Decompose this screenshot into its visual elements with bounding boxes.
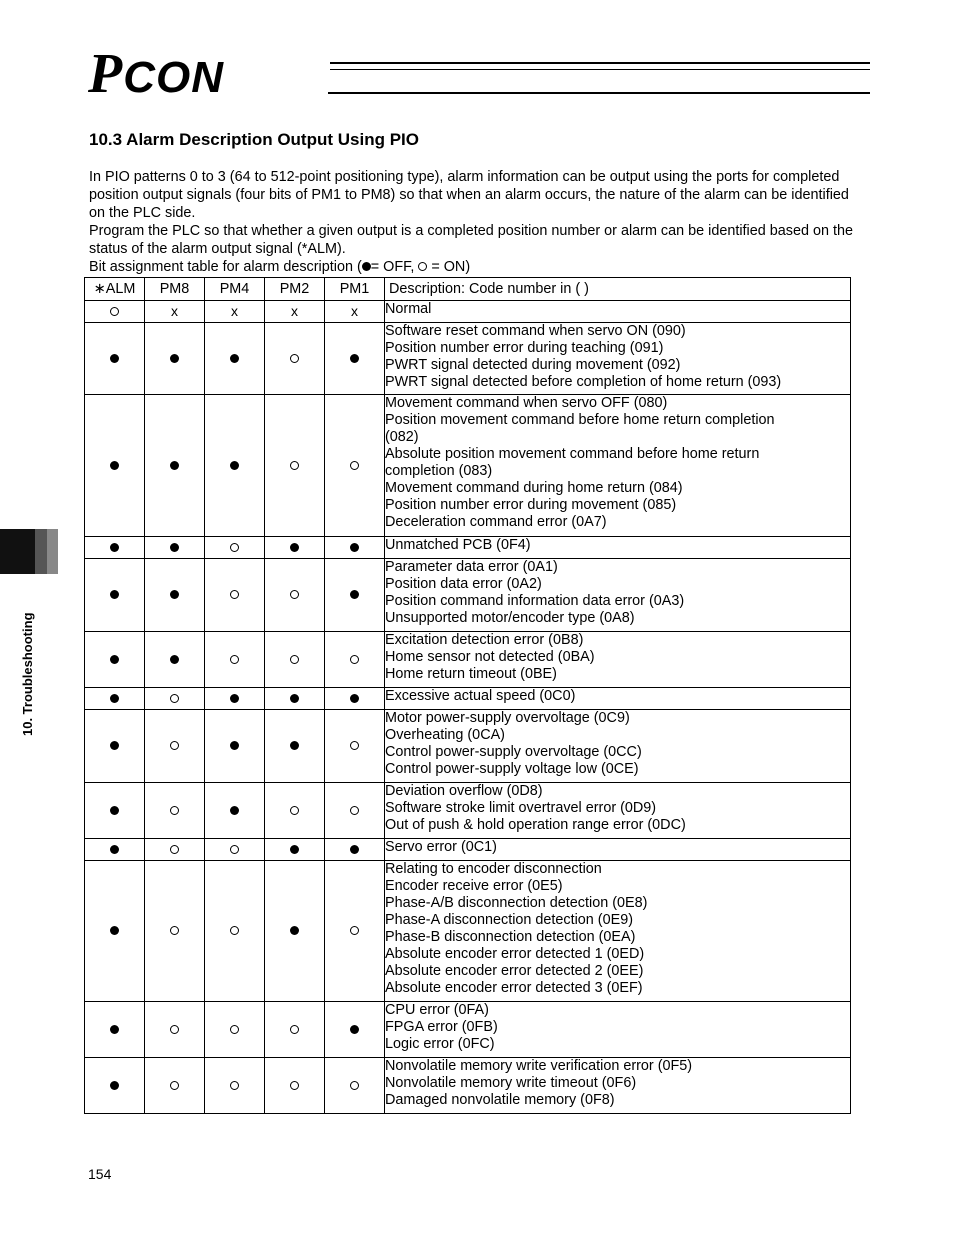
alarm-bit-table	[84, 277, 851, 1114]
description-line: Home sensor not detected (0BA)	[385, 649, 595, 665]
chapter-side-label-text: 10. Troubleshooting	[20, 612, 35, 736]
description-line: Out of push & hold operation range error (0DC)	[385, 817, 686, 833]
bit-cell	[265, 537, 325, 559]
bit-cell	[325, 301, 385, 323]
description-line: Deviation overflow (0D8)	[385, 783, 543, 799]
description-line: Excessive actual speed (0C0)	[385, 688, 576, 704]
header-pm2: PM2	[265, 278, 325, 301]
bit-cell	[85, 861, 145, 1002]
table-row	[85, 783, 851, 839]
on-bit-symbol	[230, 1081, 239, 1090]
bit-cell	[145, 688, 205, 710]
off-bit-symbol	[110, 806, 119, 815]
table-header-row	[85, 278, 851, 301]
description-cell	[385, 395, 851, 537]
description-line: Position number error during movement (085)	[385, 497, 677, 513]
description-cell	[385, 1002, 851, 1058]
on-bit-symbol	[230, 926, 239, 935]
intro-paragraph-1: In PIO patterns 0 to 3 (64 to 512-point positioning type), alarm information can be output using the ports for completed position output signals (four bits of PM1 to PM8) so that when an alarm occurs, the nature of the alarm can be identified on the PLC side.	[89, 169, 849, 221]
description-line: Unsupported motor/encoder type (0A8)	[385, 610, 635, 626]
description-line: PWRT signal detected before completion of home return (093)	[385, 374, 782, 390]
dont-care-mark: x	[231, 303, 238, 319]
description-cell	[385, 537, 851, 559]
bit-cell	[85, 395, 145, 537]
on-bit-symbol	[170, 741, 179, 750]
description-cell	[385, 1058, 851, 1114]
off-bit-symbol	[110, 461, 119, 470]
bit-cell	[145, 1002, 205, 1058]
logo-letters-con: CON	[123, 53, 224, 102]
on-bit-symbol	[230, 655, 239, 664]
table-row	[85, 1058, 851, 1114]
bit-cell	[85, 559, 145, 632]
bit-cell	[325, 632, 385, 688]
intro-paragraph-2: Program the PLC so that whether a given output is a completed position number or alarm can be identified based on the status of the alarm output signal (*ALM).	[89, 223, 853, 257]
off-bit-symbol	[230, 741, 239, 750]
bit-cell	[325, 1002, 385, 1058]
table-row	[85, 861, 851, 1002]
description-line: Home return timeout (0BE)	[385, 666, 557, 682]
bit-cell	[205, 323, 265, 395]
on-bit-symbol	[350, 655, 359, 664]
bit-cell	[85, 537, 145, 559]
description-line: Software reset command when servo ON (090)	[385, 323, 686, 339]
section-title: 10.3 Alarm Description Output Using PIO	[89, 130, 419, 149]
description-line: Overheating (0CA)	[385, 727, 505, 743]
header-pm1: PM1	[325, 278, 385, 301]
description-line: Phase-A/B disconnection detection (0E8)	[385, 895, 648, 911]
description-line: Logic error (0FC)	[385, 1036, 495, 1052]
intro-text	[89, 168, 859, 276]
bit-cell	[145, 783, 205, 839]
bit-cell	[205, 861, 265, 1002]
off-bit-symbol	[170, 543, 179, 552]
on-bit-symbol	[230, 590, 239, 599]
bit-cell	[85, 688, 145, 710]
description-line: Absolute encoder error detected 1 (0ED)	[385, 946, 645, 962]
bit-cell	[205, 537, 265, 559]
on-bit-symbol	[290, 354, 299, 363]
header-pm8: PM8	[145, 278, 205, 301]
header-description: Description: Code number in ( )	[385, 278, 851, 301]
on-bit-symbol	[290, 1081, 299, 1090]
description-line: FPGA error (0FB)	[385, 1019, 498, 1035]
chapter-side-label	[18, 588, 38, 738]
description-line: Movement command during home return (084)	[385, 480, 683, 496]
bit-cell	[325, 395, 385, 537]
off-bit-symbol	[110, 354, 119, 363]
header-logo	[88, 43, 224, 106]
description-line: CPU error (0FA)	[385, 1002, 489, 1018]
dont-care-mark: x	[291, 303, 298, 319]
on-bit-symbol	[290, 655, 299, 664]
bit-cell	[325, 710, 385, 783]
off-bit-symbol	[230, 806, 239, 815]
bit-cell	[85, 1058, 145, 1114]
header-rule-bottom	[328, 92, 870, 94]
on-bit-symbol	[110, 307, 119, 316]
legend-prefix: Bit assignment table for alarm description (	[89, 259, 362, 275]
bit-cell	[85, 839, 145, 861]
off-bit-symbol	[110, 655, 119, 664]
description-line: Nonvolatile memory write timeout (0F6)	[385, 1075, 637, 1091]
bit-cell	[265, 395, 325, 537]
legend-on-text: = ON)	[427, 259, 471, 275]
side-tab-block-mid	[35, 529, 47, 574]
off-bit-symbol	[350, 543, 359, 552]
description-line: Nonvolatile memory write verification error (0F5)	[385, 1058, 693, 1074]
table-row	[85, 537, 851, 559]
bit-cell	[265, 861, 325, 1002]
description-line: Position number error during teaching (091)	[385, 340, 664, 356]
description-line: Absolute encoder error detected 2 (0EE)	[385, 963, 644, 979]
table-row	[85, 323, 851, 395]
side-tab-block-dark	[0, 529, 35, 574]
bit-cell	[85, 1002, 145, 1058]
on-bit-symbol	[170, 1025, 179, 1034]
description-line: PWRT signal detected during movement (092)	[385, 357, 681, 373]
off-bit-symbol	[350, 590, 359, 599]
off-bit-symbol	[110, 543, 119, 552]
off-bit-symbol	[170, 354, 179, 363]
on-bit-symbol	[170, 694, 179, 703]
bit-cell	[145, 632, 205, 688]
header-pm4: PM4	[205, 278, 265, 301]
table-row	[85, 710, 851, 783]
off-bit-symbol	[290, 543, 299, 552]
description-line: completion (083)	[385, 463, 493, 479]
bit-cell	[265, 559, 325, 632]
off-bit-symbol	[350, 1025, 359, 1034]
description-line: Relating to encoder disconnection	[385, 861, 602, 877]
off-bit-symbol	[290, 926, 299, 935]
bit-cell	[145, 710, 205, 783]
bit-cell	[325, 688, 385, 710]
bit-cell	[265, 323, 325, 395]
bit-cell	[265, 301, 325, 323]
bit-cell	[205, 783, 265, 839]
bit-cell	[205, 1058, 265, 1114]
off-bit-symbol	[290, 694, 299, 703]
on-bit-symbol	[170, 806, 179, 815]
on-bit-symbol	[170, 1081, 179, 1090]
description-line: Position movement command before home return completion	[385, 412, 775, 428]
description-line: Absolute encoder error detected 3 (0EF)	[385, 980, 643, 996]
description-line: Position command information data error (0A3)	[385, 593, 685, 609]
legend-on-symbol	[418, 262, 427, 271]
description-line: Damaged nonvolatile memory (0F8)	[385, 1092, 615, 1108]
on-bit-symbol	[290, 806, 299, 815]
bit-cell	[145, 301, 205, 323]
on-bit-symbol	[350, 806, 359, 815]
description-cell	[385, 632, 851, 688]
on-bit-symbol	[230, 845, 239, 854]
dont-care-mark: x	[351, 303, 358, 319]
on-bit-symbol	[350, 461, 359, 470]
description-line: Position data error (0A2)	[385, 576, 542, 592]
dont-care-mark: x	[171, 303, 178, 319]
bit-cell	[85, 710, 145, 783]
bit-cell	[265, 839, 325, 861]
off-bit-symbol	[290, 741, 299, 750]
legend-off-text: = OFF,	[370, 259, 419, 275]
off-bit-symbol	[230, 354, 239, 363]
description-cell	[385, 839, 851, 861]
table-row	[85, 688, 851, 710]
description-cell	[385, 783, 851, 839]
table-row	[85, 839, 851, 861]
description-line: Motor power-supply overvoltage (0C9)	[385, 710, 630, 726]
bit-cell	[85, 323, 145, 395]
off-bit-symbol	[110, 590, 119, 599]
logo-letter-p: P	[88, 43, 124, 105]
off-bit-symbol	[110, 1081, 119, 1090]
table-row	[85, 632, 851, 688]
description-line: Absolute position movement command before home return	[385, 446, 760, 462]
bit-cell	[145, 861, 205, 1002]
header-rule-top	[330, 62, 870, 64]
table-row	[85, 301, 851, 323]
bit-cell	[145, 1058, 205, 1114]
bit-cell	[265, 1002, 325, 1058]
description-line: Normal	[385, 301, 432, 317]
header-alm: ∗ALM	[85, 278, 145, 301]
bit-cell	[325, 783, 385, 839]
on-bit-symbol	[230, 543, 239, 552]
off-bit-symbol	[110, 694, 119, 703]
chapter-side-tab	[0, 529, 58, 574]
off-bit-symbol	[170, 590, 179, 599]
bit-cell	[145, 323, 205, 395]
description-line: Deceleration command error (0A7)	[385, 514, 607, 530]
description-line: (082)	[385, 429, 419, 445]
bit-cell	[205, 1002, 265, 1058]
bit-cell	[145, 395, 205, 537]
off-bit-symbol	[230, 694, 239, 703]
bit-cell	[85, 783, 145, 839]
description-line: Unmatched PCB (0F4)	[385, 537, 531, 553]
legend-off-symbol	[362, 262, 371, 271]
bit-cell	[205, 688, 265, 710]
bit-cell	[265, 632, 325, 688]
bit-cell	[325, 839, 385, 861]
table-row	[85, 395, 851, 537]
description-line: Servo error (0C1)	[385, 839, 497, 855]
description-line: Excitation detection error (0B8)	[385, 632, 584, 648]
bit-cell	[205, 632, 265, 688]
description-cell	[385, 559, 851, 632]
description-line: Control power-supply overvoltage (0CC)	[385, 744, 642, 760]
off-bit-symbol	[350, 845, 359, 854]
bit-cell	[205, 559, 265, 632]
bit-cell	[85, 632, 145, 688]
table-row	[85, 559, 851, 632]
description-cell	[385, 710, 851, 783]
off-bit-symbol	[170, 655, 179, 664]
bit-cell	[145, 559, 205, 632]
bit-cell	[85, 301, 145, 323]
bit-cell	[325, 559, 385, 632]
on-bit-symbol	[170, 845, 179, 854]
description-line: Software stroke limit overtravel error (0D9)	[385, 800, 657, 816]
on-bit-symbol	[290, 1025, 299, 1034]
description-line: Encoder receive error (0E5)	[385, 878, 563, 894]
legend-line	[89, 258, 859, 276]
bit-cell	[205, 301, 265, 323]
bit-cell	[205, 710, 265, 783]
bit-cell	[325, 861, 385, 1002]
bit-cell	[325, 323, 385, 395]
description-line: Phase-A disconnection detection (0E9)	[385, 912, 633, 928]
bit-cell	[205, 839, 265, 861]
on-bit-symbol	[350, 1081, 359, 1090]
bit-cell	[265, 710, 325, 783]
off-bit-symbol	[110, 741, 119, 750]
on-bit-symbol	[230, 1025, 239, 1034]
on-bit-symbol	[290, 461, 299, 470]
bit-cell	[265, 783, 325, 839]
off-bit-symbol	[290, 845, 299, 854]
bit-cell	[325, 537, 385, 559]
off-bit-symbol	[110, 845, 119, 854]
description-line: Movement command when servo OFF (080)	[385, 395, 668, 411]
description-cell	[385, 301, 851, 323]
on-bit-symbol	[170, 926, 179, 935]
on-bit-symbol	[350, 741, 359, 750]
description-line: Control power-supply voltage low (0CE)	[385, 761, 639, 777]
description-cell	[385, 688, 851, 710]
bit-cell	[145, 537, 205, 559]
on-bit-symbol	[350, 926, 359, 935]
off-bit-symbol	[230, 461, 239, 470]
header-rule-mid	[330, 69, 870, 70]
bit-cell	[325, 1058, 385, 1114]
table-body	[85, 301, 851, 1114]
off-bit-symbol	[350, 354, 359, 363]
description-cell	[385, 323, 851, 395]
bit-cell	[265, 688, 325, 710]
off-bit-symbol	[170, 461, 179, 470]
page-number: 154	[88, 1166, 112, 1182]
bit-cell	[145, 839, 205, 861]
description-line: Parameter data error (0A1)	[385, 559, 558, 575]
table-row	[85, 1002, 851, 1058]
description-cell	[385, 861, 851, 1002]
on-bit-symbol	[290, 590, 299, 599]
off-bit-symbol	[350, 694, 359, 703]
off-bit-symbol	[110, 1025, 119, 1034]
off-bit-symbol	[110, 926, 119, 935]
side-tab-block-light	[47, 529, 58, 574]
bit-cell	[205, 395, 265, 537]
description-line: Phase-B disconnection detection (0EA)	[385, 929, 636, 945]
bit-cell	[265, 1058, 325, 1114]
